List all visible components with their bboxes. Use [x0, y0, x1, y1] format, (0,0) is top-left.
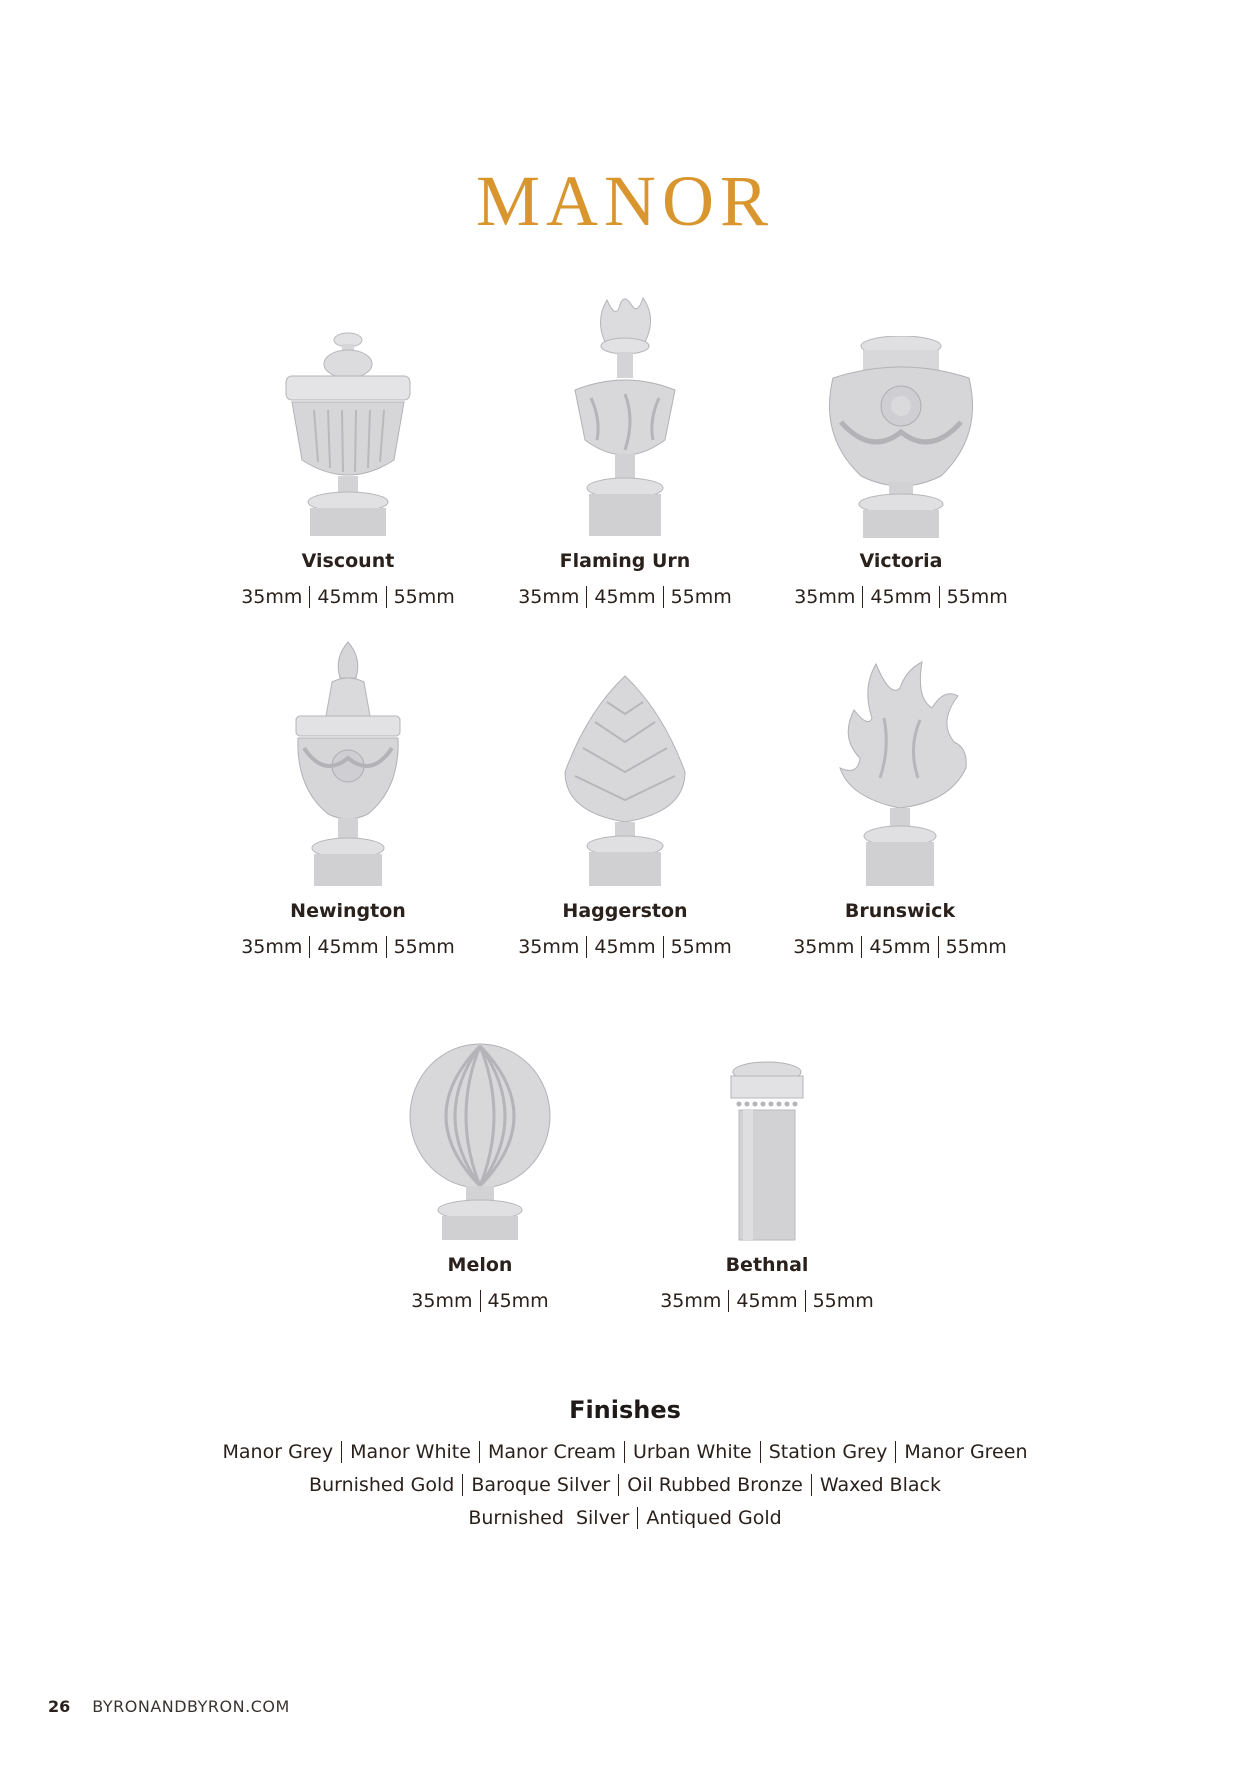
page-footer	[48, 1697, 290, 1716]
finish-line	[0, 1469, 1250, 1502]
product-melon	[330, 1040, 630, 1312]
finish-option: Antiqued Gold	[637, 1507, 789, 1529]
product-name: Brunswick	[844, 900, 956, 922]
product-bethnal	[617, 1060, 917, 1312]
finishes-section	[0, 1396, 1250, 1535]
size-option: 35mm	[411, 1290, 473, 1312]
finish-option: Station Grey	[760, 1441, 896, 1463]
product-sizes	[330, 1290, 630, 1312]
finish-option: Manor Green	[895, 1441, 1035, 1463]
size-option: 35mm	[793, 936, 855, 958]
size-option: 45mm	[480, 1290, 556, 1312]
size-option: 45mm	[309, 936, 385, 958]
finish-option: Oil Rubbed Bronze	[618, 1474, 811, 1496]
product-viscount	[198, 330, 498, 608]
size-option: 35mm	[241, 936, 303, 958]
finish-option: Waxed Black	[811, 1474, 949, 1496]
product-newington	[198, 638, 498, 958]
website-link[interactable]: BYRONANDBYRON.COM	[92, 1697, 290, 1716]
product-name: Newington	[290, 900, 406, 922]
pinecone-finial-icon	[535, 672, 715, 888]
size-option: 45mm	[309, 586, 385, 608]
product-name: Haggerston	[562, 900, 688, 922]
product-flaming-urn	[475, 290, 775, 608]
swag-urn-finial-icon	[258, 638, 438, 888]
product-haggerston	[475, 672, 775, 958]
finishes-title: Finishes	[569, 1396, 681, 1424]
page-title: MANOR	[475, 161, 775, 241]
size-option: 35mm	[794, 586, 856, 608]
product-name: Melon	[447, 1254, 513, 1276]
lion-urn-finial-icon	[811, 336, 991, 538]
product-victoria	[751, 336, 1051, 608]
finish-option: Burnished Gold	[309, 1474, 455, 1496]
product-name: Flaming Urn	[559, 550, 691, 572]
size-option: 55mm	[663, 586, 739, 608]
product-brunswick	[750, 658, 1050, 958]
size-option: 35mm	[241, 586, 303, 608]
finish-option: Burnished Silver	[468, 1507, 630, 1529]
product-name: Viscount	[301, 550, 395, 572]
product-sizes	[475, 586, 775, 608]
finish-option: Manor Cream	[479, 1441, 624, 1463]
product-sizes	[750, 936, 1050, 958]
product-name: Victoria	[859, 550, 943, 572]
product-sizes	[751, 586, 1051, 608]
size-option: 55mm	[939, 586, 1015, 608]
size-option: 55mm	[386, 936, 462, 958]
urn-finial-icon	[258, 330, 438, 538]
product-sizes	[198, 936, 498, 958]
flaming-urn-finial-icon	[535, 290, 715, 538]
size-option: 45mm	[586, 586, 662, 608]
column-finial-icon	[677, 1060, 857, 1242]
size-option: 45mm	[861, 936, 937, 958]
finish-option: Baroque Silver	[462, 1474, 618, 1496]
flame-finial-icon	[810, 658, 990, 888]
size-option: 35mm	[518, 936, 580, 958]
finish-option: Manor White	[341, 1441, 479, 1463]
size-option: 45mm	[728, 1290, 804, 1312]
size-option: 55mm	[663, 936, 739, 958]
product-sizes	[198, 586, 498, 608]
size-option: 55mm	[386, 586, 462, 608]
size-option: 35mm	[660, 1290, 722, 1312]
product-name: Bethnal	[725, 1254, 809, 1276]
product-sizes	[617, 1290, 917, 1312]
finish-line	[0, 1436, 1250, 1469]
size-option: 55mm	[805, 1290, 881, 1312]
finish-option: Urban White	[624, 1441, 760, 1463]
melon-ball-finial-icon	[390, 1040, 570, 1242]
finish-line	[0, 1502, 1250, 1535]
size-option: 45mm	[586, 936, 662, 958]
product-sizes	[475, 936, 775, 958]
page-number: 26	[48, 1697, 71, 1716]
size-option: 45mm	[862, 586, 938, 608]
size-option: 35mm	[518, 586, 580, 608]
size-option: 55mm	[938, 936, 1014, 958]
finish-option: Manor Grey	[222, 1441, 334, 1463]
